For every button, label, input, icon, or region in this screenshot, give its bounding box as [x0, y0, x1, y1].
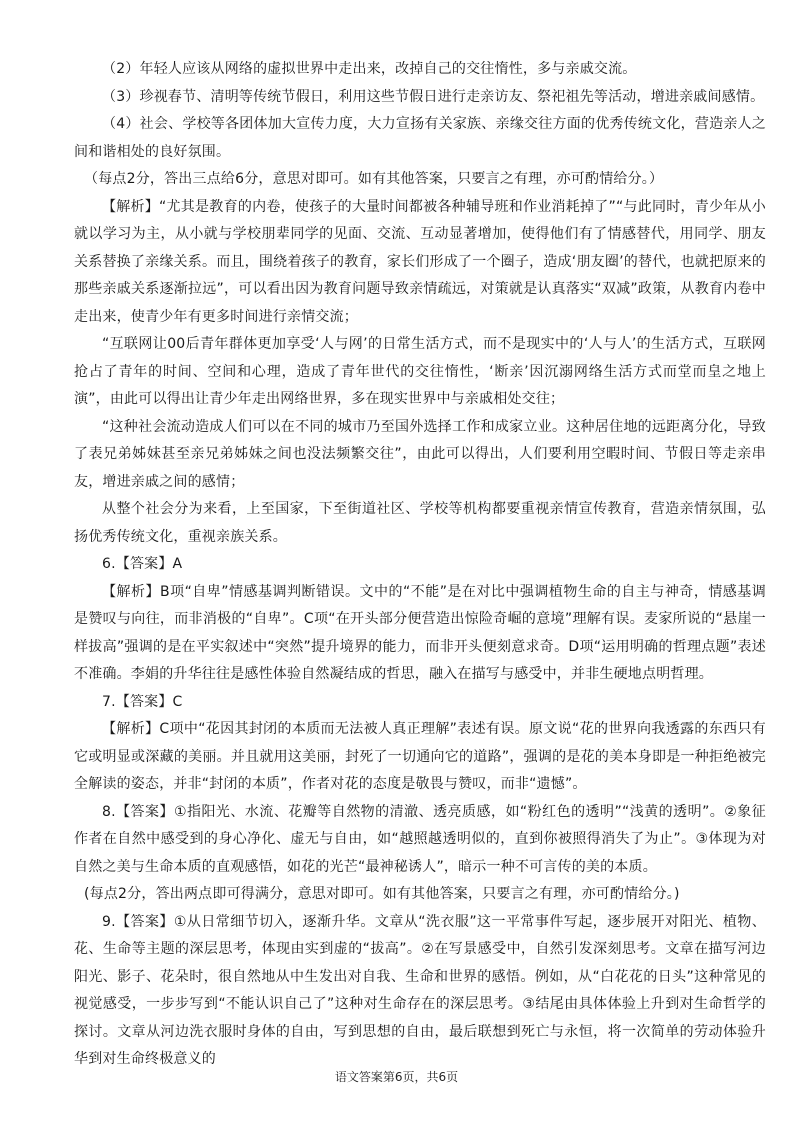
analysis-paragraph: 从整个社会分为来看，上至国家，下至街道社区、学校等机构都要重视亲情宣传教育，营造亲情氛围，弘扬优秀传统文化，重视亲族关系。	[74, 501, 766, 545]
answer-paragraph: （4）社会、学校等各团体加大宣传力度，大力宣扬有关家族、亲缘交往方面的优秀传统文化，营造亲人之间和谐相处的良好氛围。	[74, 116, 766, 160]
question-6-analysis: 【解析】B项“自卑”情感基调判断错误。文中的“不能”是在对比中强调植物生命的自主与神奇，情感基调是赞叹与向往，而非消极的“自卑”。C项“在开头部分便营造出惊险奇崛的意境”理解有误。麦家所说的“悬崖一样拔高”强调的是在平实叙述中“突然”提升境界的能力，而非开头便刻意求奇。D项“运用明确的哲理点题”表述不准确。李娟的升华往往是感性体验自然凝结成的哲思，融入在描写与感受中，并非生硬地点明哲理。	[74, 583, 766, 682]
question-8-answer: 8.【答案】①指阳光、水流、花瓣等自然物的清澈、透亮质感，如“粉红色的透明”“浅黄的透明”。②象征作者在自然中感受到的身心净化、虚无与自由，如“越照越透明似的，直到你被照得消失了为止”。③体现为对自然之美与生命本质的直观感悟，如花的光芒“最神秘诱人”，暗示一种不可言传的美的本质。	[74, 803, 766, 875]
question-9-answer: 9.【答案】①从日常细节切入，逐渐升华。文章从“洗衣服”这一平常事件写起，逐步展开对阳光、植物、花、生命等主题的深层思考，体现由实到虚的“拔高”。②在写景感受中，自然引发深刻思考。文章在描写河边阳光、影子、花朵时，很自然地从中生发出对自我、生命和世界的感悟。例如，从“白花花的日头”这种常见的视觉感受，一步步写到“不能认识自己了”这种对生命存在的深层思考。③结尾由具体体验上升到对生命哲学的探讨。文章从河边洗衣服时身体的自由，写到思想的自由，最后联想到死亡与永恒，将一次简单的劳动体验升华到对生命终极意义的	[74, 913, 766, 1067]
page-footer: 语文答案第6页，共6页	[334, 1070, 459, 1084]
scoring-note: （每点2分，答出三点给6分，意思对即可。如有其他答案，只要言之有理，亦可酌情给分。）	[84, 171, 664, 187]
answer-content	[74, 56, 766, 1074]
analysis-paragraph: 【解析】“尤其是教育的内卷，使孩子的大量时间都被各种辅导班和作业消耗掉了”“与此同时，青少年从小就以学习为主，从小就与学校朋辈同学的见面、交流、互动显著增加，使得他们有了情感替代，用同学、朋友关系替换了亲缘关系。而且，围绕着孩子的教育，家长们形成了一个圈子，造成‘朋友圈’的替代，也就把原来的那些亲戚关系逐渐拉远”，可以看出因为教育问题导致亲情疏远，对策就是认真落实“双减”政策，从教育内卷中走出来，使青少年有更多时间进行亲情交流；	[74, 198, 766, 325]
question-7-analysis: 【解析】C项中“花因其封闭的本质而无法被人真正理解”表述有误。原文说“花的世界向我透露的东西只有它或明显或深藏的美丽。并且就用这美丽，封死了一切通向它的道路”，强调的是花的美本身即是一种拒绝被完全解读的姿态，并非“封闭的本质”，作者对花的态度是敬畏与赞叹，而非“遗憾”。	[74, 721, 766, 792]
question-7-answer: 7.【答案】C	[102, 693, 183, 710]
answer-paragraph: （3）珍视春节、清明等传统节假日，利用这些节假日进行走亲访友、祭祀祖先等活动，增进亲戚间感情。	[102, 88, 765, 105]
scoring-note: (每点2分，答出两点即可得满分，意思对即可。如有其他答案，只要言之有理，亦可酌情给分。)	[84, 886, 680, 902]
answer-paragraph: （2）年轻人应该从网络的虚拟世界中走出来，改掉自己的交往惰性，多与亲戚交流。	[102, 61, 637, 77]
analysis-paragraph: “互联网让00后青年群体更加享受‘人与网’的日常生活方式，而不是现实中的‘人与人’的生活方式，互联网抢占了青年的时间、空间和心理，造成了青年世代的交往惰性，‘断亲’因沉溺网络生活方式而堂而皇之地上演”，由此可以得出让青少年走出网络世界，多在现实世界中与亲戚相处交往；	[74, 336, 766, 407]
question-6-answer: 6.【答案】A	[102, 556, 183, 572]
analysis-paragraph: “这种社会流动造成人们可以在不同的城市乃至国外选择工作和成家立业。这种居住地的远距离分化，导致了表兄弟姊妹甚至亲兄弟姊妹之间也没法频繁交往”，由此可以得出，人们要利用空暇时间、节假日等走亲串友，增进亲戚之间的感情；	[74, 418, 766, 490]
